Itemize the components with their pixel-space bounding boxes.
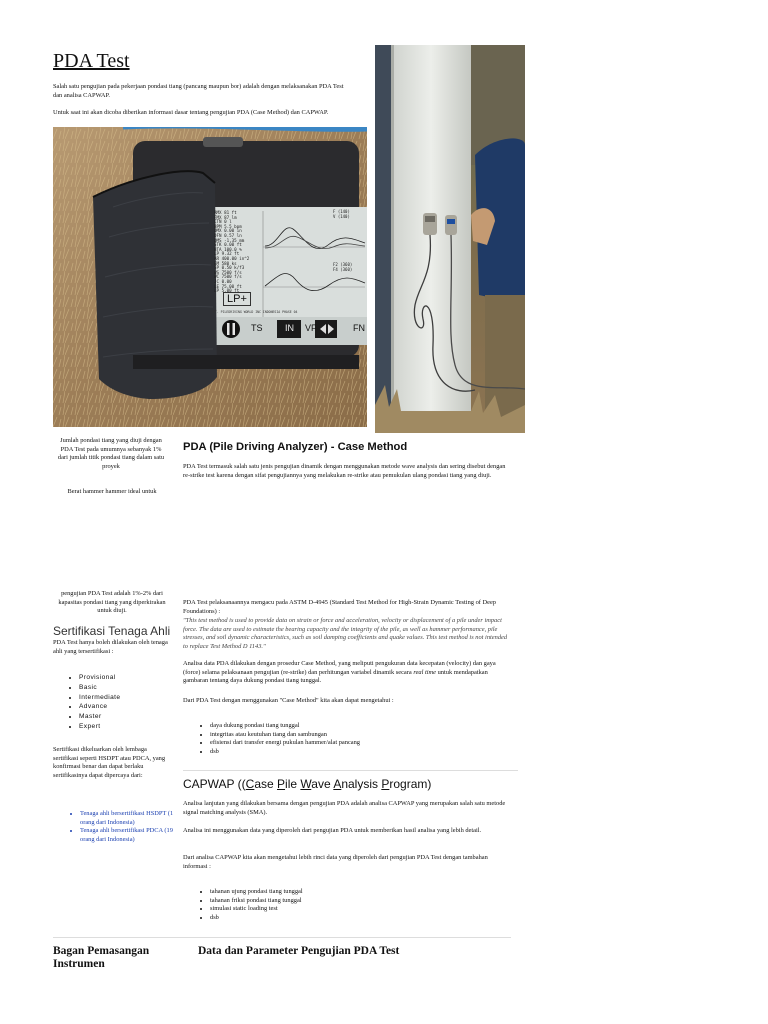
capwap-result-item: • tahanan ujung pondasi tiang tunggal	[210, 888, 520, 897]
section-divider	[183, 770, 518, 771]
device-button-ts: TS	[251, 323, 263, 333]
pda-section-heading: PDA (Pile Driving Analyzer) - Case Method	[183, 441, 408, 453]
cert-intro: PDA Test hanya boleh dilakukan oleh tenaga ahli yang tersertifikasi :	[53, 639, 168, 655]
cert-heading: Sertifikasi Tenaga Ahli	[53, 624, 171, 638]
cert-level: • Basic	[79, 683, 120, 693]
device-footer-text: PT. PILEDRIVING WORLD INC INDONESIA PHASE 04	[213, 310, 298, 314]
pda-paragraph-1: PDA Test termasuk salah satu jenis pengujian dinamik dengan menggunakan metode wave analysis dan sering disebut dengan re-strike test karena dengan sifat pengujiannya yang melakukan re-strike atau pemukulan ulang pondasi tiang yang diuji.	[183, 463, 506, 479]
cert-level: • Advance	[79, 702, 120, 712]
page-title: PDA Test	[53, 50, 130, 72]
device-button-fn: FN	[353, 323, 365, 333]
intro-paragraph-2: Untuk saat ini akan dicoba diberikan informasi dasar tentang pengujian PDA (Case Method) dan CAPWAP.	[53, 109, 329, 116]
cert-level: • Expert	[79, 722, 120, 732]
cert-level: • Provisional	[79, 673, 120, 683]
sidebar-mid-note: Berat hammer hammer ideal untuk	[67, 488, 157, 495]
capwap-result-item: • simulasi static loading test	[210, 905, 520, 914]
pda-device-photo	[53, 127, 367, 427]
parameters-heading: Data dan Parameter Pengujian PDA Test	[198, 945, 400, 957]
device-readout: RMX 81 ft FMX 87 lm CTN 0 l BPM 5.5 bpm DMX 0.00 in DFN 0.57 ln DMS -1.35 mm STK 0.00 ft BTA 100.0 % LP 9.32 ft AR 400.00 in^2 EM 580 ks SP 0.50 k/f3 WS 7500 f/s WC 7500 f/s JC 0.00 LE 75.00 ft LP 5.00 ft	[214, 210, 250, 294]
expert-link-hsdpt[interactable]: • Tenaga ahli bersertifikasi HSDPT (1 orang dari Indonesia)	[80, 810, 184, 827]
cert-level: • Intermediate	[79, 693, 120, 703]
intro-paragraph-1: Salah satu pengujian pada pekerjaan pondasi tiang (pancang maupun bor) adalah dengan melaksanakan PDA Test dan analisa CAPWAP.	[53, 83, 344, 99]
cert-body: Sertifikasi dikeluarkan oleh lembaga sertifikasi seperti HSDPT atau PDCA, yang konfirmasi benar dan dapat berlaku sertifikasinya dapat dipercaya dari:	[53, 746, 166, 779]
capwap-paragraph-2: Analisa ini menggunakan data yang diperoleh dari pengujian PDA untuk memberikan hasil analisa yang lebih detail.	[183, 827, 482, 834]
pile-sensor-photo	[375, 45, 525, 433]
pda-results-list	[196, 722, 520, 756]
capwap-heading: CAPWAP ((Case Pile Wave Analysis Program)	[183, 777, 432, 791]
capwap-paragraph-3: Dari analisa CAPWAP kita akan mengetahui lebih rinci data yang diperoleh dari pengujian PDA Test dengan tambahan informasi :	[183, 854, 488, 870]
cert-level: • Master	[79, 712, 120, 722]
device-mode-label: LP+	[223, 292, 251, 306]
capwap-results-list	[196, 888, 520, 922]
astm-quote: "This test method is used to provide data on strain or force and acceleration, velocity or displacement of a pile under impact force. The data are used to estimate the bearing capacity and the integrity of the pile, as well as hammer performance, pile stresses, and soil dynamic characteristics, such as soil damping coefficients and quake values. This test method is not intended to replace Test Method D 1143."	[183, 617, 508, 650]
cert-level-list	[65, 673, 120, 732]
capwap-result-item: • dsb	[210, 914, 520, 923]
pda-paragraph-astm: PDA Test pelaksanaannya mengacu pada ASTM D-4945 (Standard Test Method for High-Strain Dynamic Testing of Deep Foundations) :	[183, 599, 496, 615]
capwap-result-item: • tahanan friksi pondasi tiang tunggal	[210, 897, 520, 906]
device-button-in: IN	[285, 323, 294, 333]
pda-result-item: • integritas atau keutuhan tiang dan sambungan	[210, 731, 520, 740]
pda-paragraph-case-method: Analisa data PDA dilakukan dengan prosedur Case Method, yang meliputi pengukuran data kecepatan (velocity) dan gaya (force) selama pelaksanaan pengujian (re-strike) dan perhitungan variabel dinamik secara real time untuk mendapatkan gambaran tentang daya dukung pondasi tiang tunggal.	[183, 660, 496, 684]
expert-link-list	[66, 810, 184, 844]
device-legend-top: F (140) V (140)	[333, 209, 350, 219]
capwap-paragraph-1: Analisa lanjutan yang dilakukan bersama dengan pengujian PDA adalah analisa CAPWAP yang merupakan salah satu metode signal matching analysis (SMA).	[183, 800, 506, 816]
pda-result-item: • efisiensi dari transfer energi pukulan hammer/alat pancang	[210, 739, 520, 748]
pda-result-item: • dsb	[210, 748, 520, 757]
device-legend-mid: F2 (360) F4 (360)	[333, 262, 353, 272]
device-button-vf: VF	[305, 323, 317, 333]
pda-paragraph-results-intro: Dari PDA Test dengan menggunakan "Case Method" kita akan dapat mengetahui :	[183, 697, 394, 704]
sidebar-cont-note: pengujian PDA Test adalah 1%-2% dari kapasitas pondasi tiang yang diperkirakan untuk diuji.	[58, 590, 166, 614]
diagram-heading: Bagan Pemasangan Instrumen	[53, 945, 150, 970]
sidebar-top-note: Jumlah pondasi tiang yang diuji dengan PDA Test pada umumnya sebanyak 1% dari jumlah titik pondasi tiang dalam satu proyek	[57, 437, 165, 470]
expert-link-pdca[interactable]: • Tenaga ahli bersertifikasi PDCA (19 orang dari Indonesia)	[80, 827, 184, 844]
footer-divider	[53, 937, 511, 938]
pda-result-item: • daya dukung pondasi tiang tunggal	[210, 722, 520, 731]
